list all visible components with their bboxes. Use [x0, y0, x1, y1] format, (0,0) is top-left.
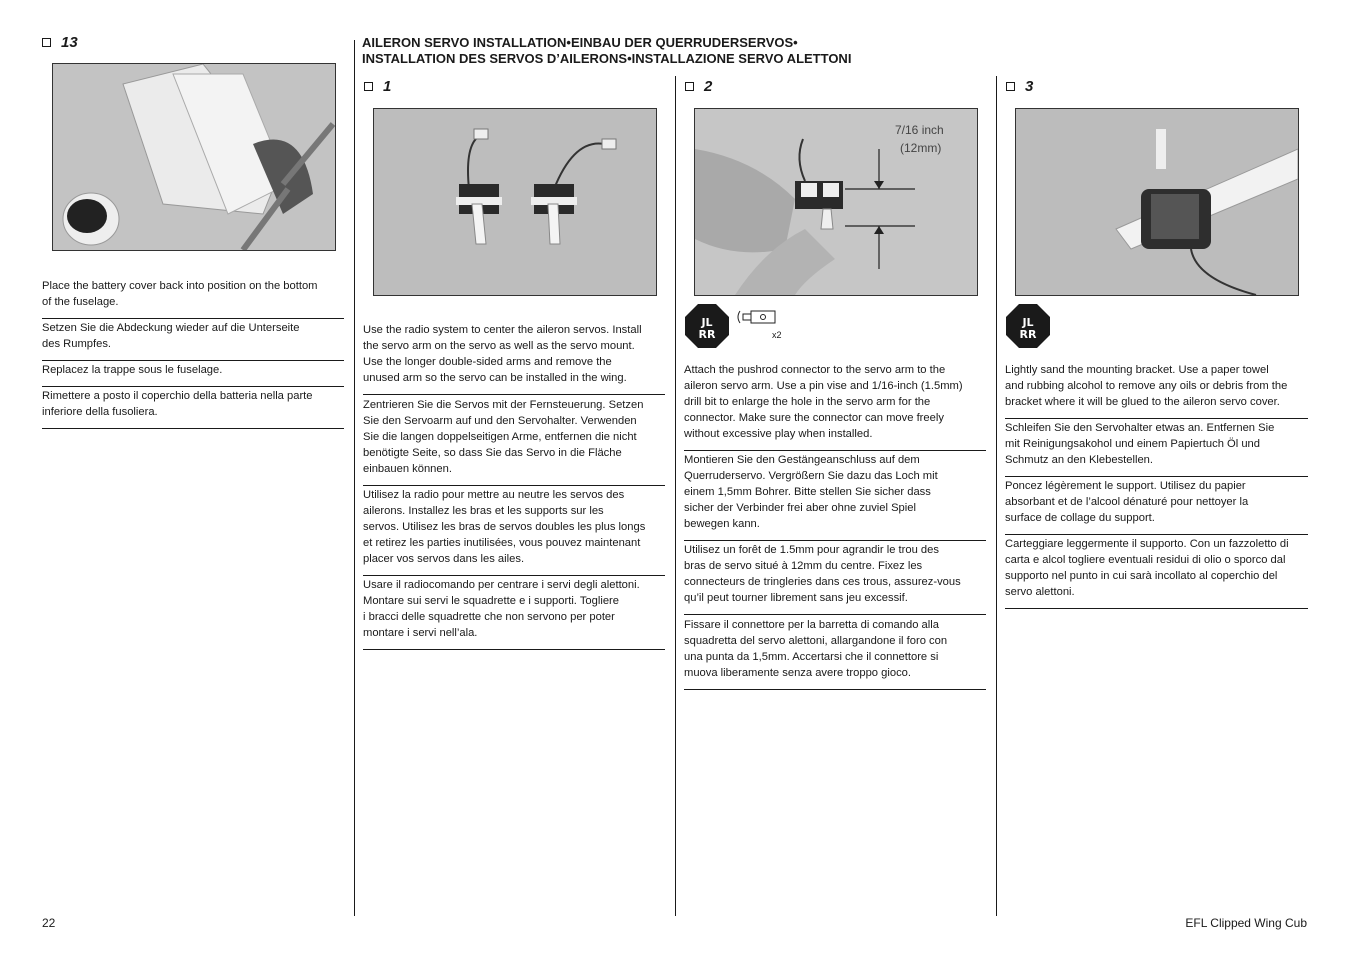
checkbox-icon[interactable]	[364, 82, 373, 91]
paragraph-fr: Utilisez un forêt de 1.5mm pour agrandir le trou des bras de servo situé à 12mm du centre. Fixez les connecteurs de tringleries dans ces trous, assurez-vous qu’il peut tourner librement sans jeu excessif.	[684, 542, 986, 615]
paragraph-de: Montieren Sie den Gestängeanschluss auf dem Querruderservo. Vergrößern Sie dazu das Loch mit einem 1,5mm Bohrer. Bitte stellen Sie sicher dass sicher der Verbinder frei aber ohne zuviel Spiel bewegen kann.	[684, 452, 986, 541]
step-number: 3	[1025, 78, 1034, 95]
checkbox-icon[interactable]	[1006, 82, 1015, 91]
quantity-label: x2	[772, 330, 782, 340]
paragraph-de: Zentrieren Sie die Servos mit der Fernsteuerung. Setzen Sie den Servoarm auf und den Servohalter. Verwenden Sie die langen doppelseitigen Arme, entfernen die nicht benötigte Seite, so dass Sie das Servo in die Fläche einbauen können.	[363, 397, 665, 486]
photo-servos	[373, 108, 657, 296]
step-number: 2	[704, 78, 713, 95]
paragraph-en: Use the radio system to center the aileron servos. Install the servo arm on the servo as well as the servo mount. Use the longer double-sided arms and remove the unused arm so the servo can be installed in the wing.	[363, 322, 665, 395]
svg-text:JL: JL	[701, 316, 713, 329]
paragraph-en: Place the battery cover back into position on the bottom of the fuselage.	[42, 278, 344, 319]
section-title: AILERON SERVO INSTALLATION•EINBAU DER QUERRUDERSERVOS• INSTALLATION DES SERVOS D’AILERONS•INSTALLAZIONE SERVO ALETTONI	[362, 35, 852, 66]
paragraph-fr: Poncez légèrement le support. Utilisez du papier absorbant et de l’alcool dénaturé pour nettoyer la surface de collage du support.	[1005, 478, 1308, 535]
checkbox-icon[interactable]	[685, 82, 694, 91]
step-heading	[1006, 78, 1033, 95]
svg-text:RR: RR	[698, 328, 716, 341]
product-name: EFL Clipped Wing Cub	[1185, 916, 1307, 930]
paragraph-en: Attach the pushrod connector to the servo arm to the aileron servo arm. Use a pin vise and 1/16-inch (1.5mm) drill bit to enlarge the hole in the servo arm for the connector. Make sure the connector can move freely without excessive play when installed.	[684, 362, 986, 451]
paragraph-it: Fissare il connettore per la barretta di comando alla squadretta del servo alettoni, allargandone il foro con una punta da 1,5mm. Accertarsi che il connettore si muova liberamente senza avere troppo gioco.	[684, 617, 986, 690]
step-heading	[364, 78, 391, 95]
pushrod-connector-icon	[736, 309, 780, 331]
photo-mounting-bracket	[1015, 108, 1299, 296]
paragraph-it: Rimettere a posto il coperchio della batteria nella parte inferiore della fusoliera.	[42, 388, 344, 429]
paragraph-it: Carteggiare leggermente il supporto. Con un fazzoletto di carta e alcol togliere eventuali residui di olio o sporco dal supporto nel punto in cui sarà incollato al coperchio del servo alettoni.	[1005, 536, 1308, 609]
page-number: 22	[42, 916, 56, 930]
column-divider	[354, 40, 355, 916]
paragraph-it: Usare il radiocomando per centrare i servi degli alettoni. Montare sui servi le squadrette e i supporti. Togliere i bracci delle squadrette che non servono per poter montare i servi nell’ala.	[363, 577, 665, 650]
svg-text:RR: RR	[1019, 328, 1037, 341]
left-right-symmetric-icon	[685, 304, 729, 348]
column-divider	[996, 76, 997, 916]
photo-servo-arm-measure	[694, 108, 978, 296]
paragraph-de: Setzen Sie die Abdeckung wieder auf die Unterseite des Rumpfes.	[42, 320, 344, 361]
step-number: 1	[383, 78, 392, 95]
paragraph-fr: Utilisez la radio pour mettre au neutre les servos des ailerons. Installez les bras et les supports sur les servos. Utilisez les bras de servos doubles les plus longs et retirez les parties inutilisées, vous pouvez maintenant placer vos servos dans les ailes.	[363, 487, 665, 576]
left-right-symmetric-icon	[1006, 304, 1050, 348]
paragraph-de: Schleifen Sie den Servohalter etwas an. Entfernen Sie mit Reinigungsakohol und einem Papiertuch Öl und Schmutz an den Klebestellen.	[1005, 420, 1308, 477]
step-number: 13	[61, 34, 78, 51]
svg-text:JL: JL	[1022, 316, 1034, 329]
checkbox-icon[interactable]	[42, 38, 51, 47]
paragraph-fr: Replacez la trappe sous le fuselage.	[42, 362, 344, 387]
step-heading	[685, 78, 712, 95]
measurement-label: 7/16 inch	[895, 123, 944, 137]
paragraph-en: Lightly sand the mounting bracket. Use a paper towel and rubbing alcohol to remove any oils or debris from the bracket where it will be glued to the aileron servo cover.	[1005, 362, 1308, 419]
measurement-label: (12mm)	[900, 141, 942, 155]
column-divider	[675, 76, 676, 916]
photo-fuselage-battery-cover	[52, 63, 336, 251]
step-heading	[42, 34, 78, 51]
